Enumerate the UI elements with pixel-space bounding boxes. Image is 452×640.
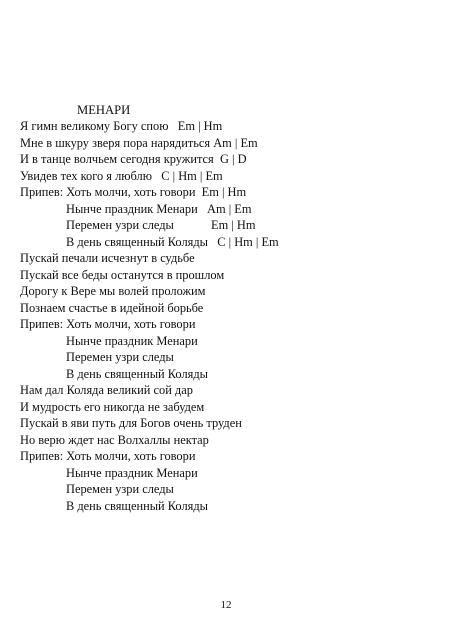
lyric-line: Познаем счастье в идейной борьбе: [20, 300, 204, 315]
chorus-line: Припев: Хоть молчи, хоть говори: [20, 449, 196, 463]
song-lyrics: [20, 118, 440, 514]
chorus-line: Нынче праздник Менари Am | Em: [66, 201, 252, 216]
lyric-line: Мне в шкуру зверя пора нарядиться Am | Em: [20, 135, 258, 150]
page-number: 12: [220, 599, 232, 611]
lyric-line: Нам дал Коляда великий сой дар: [20, 383, 193, 397]
lyric-line: Пускай печали исчезнут в судьбе: [20, 251, 195, 265]
chorus-line: Нынче праздник Менари: [66, 465, 198, 480]
lyric-line: Дорогу к Вере мы волей проложим: [20, 284, 206, 298]
lyric-line: Пускай в яви путь для Богов очень труден: [20, 416, 242, 430]
lyric-line: Но верю ждет нас Волхаллы нектар: [20, 432, 209, 447]
chorus-line: В день священный Коляды C | Hm | Em: [66, 234, 279, 249]
lyric-line: Пускай все беды останутся в прошлом: [20, 267, 225, 282]
lyric-line: Я гимн великому Богу спою Em | Hm: [20, 119, 223, 133]
chorus-line: Припев: Хоть молчи, хоть говори: [20, 317, 196, 331]
lyric-line: И в танце волчьем сегодня кружится G | D: [20, 152, 247, 166]
chorus-line: Перемен узри следы: [66, 482, 174, 496]
chorus-line: Перемен узри следы: [66, 350, 174, 364]
lyric-line: Увидев тех кого я люблю C | Hm | Em: [20, 168, 223, 183]
chorus-line: В день священный Коляды: [66, 498, 208, 513]
chorus-line: Припев: Хоть молчи, хоть говори Em | Hm: [20, 185, 247, 199]
chorus-line: Перемен узри следы Em | Hm: [66, 218, 256, 232]
chorus-line: Нынче праздник Менари: [66, 333, 198, 348]
chorus-line: В день священный Коляды: [66, 366, 208, 381]
song-title: МЕНАРИ: [77, 103, 131, 117]
lyric-line: И мудрость его никогда не забудем: [20, 399, 205, 414]
